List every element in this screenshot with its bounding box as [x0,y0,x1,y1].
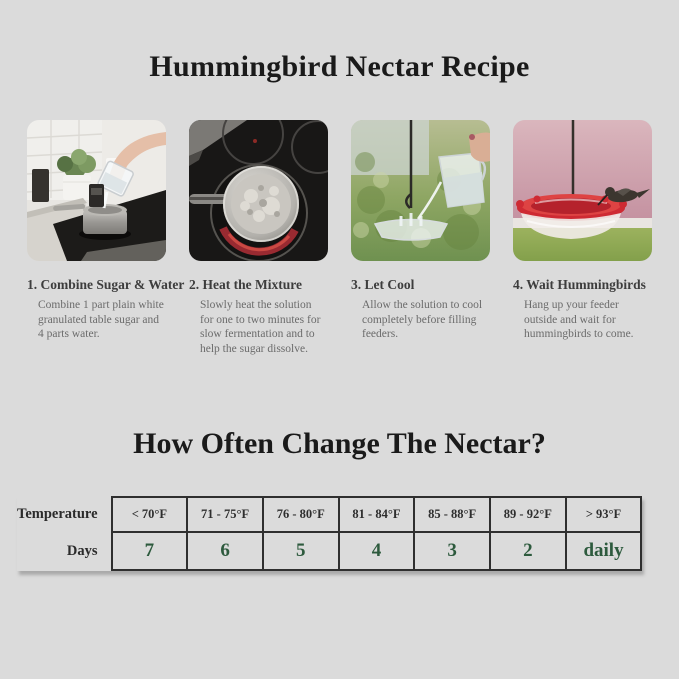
temp-cell-7: > 93°F [566,497,642,532]
step-card-1 [27,120,185,356]
row-label-days: Days [66,542,98,559]
hummingbird-feeder-photo [513,120,652,261]
temp-cell-2: 71 - 75°F [187,497,263,532]
feeder-fill-photo [351,120,490,261]
step-4-photo [513,120,652,261]
step-card-3 [351,120,490,356]
step-3-description: Allow the solution to cool completely before filling feeders. [362,299,483,341]
days-row [17,532,641,570]
step-2-description: Slowly heat the solution for one to two minutes for slow fermentation and to help the sugar dissolve. [200,299,321,355]
step-card-4 [513,120,652,356]
steps-row [27,120,652,356]
page-title: Hummingbird Nectar Recipe [149,50,530,83]
section-title: How Often Change The Nectar? [133,427,546,460]
days-cell-7: daily [566,532,642,570]
step-3-title: 3. Let Cool [351,277,415,292]
nectar-change-table [17,496,642,571]
step-1-title: 1. Combine Sugar & Water [27,277,185,292]
days-cell-6: 2 [490,532,566,570]
days-cell-3: 5 [263,532,339,570]
step-2-photo [189,120,328,261]
step-1-photo [27,120,166,261]
temp-cell-4: 81 - 84°F [339,497,415,532]
days-cell-4: 4 [339,532,415,570]
nectar-change-table-wrap [17,496,642,571]
days-cell-1: 7 [112,532,188,570]
step-4-title: 4. Wait Hummingbirds [513,277,646,292]
boiling-pan-photo [189,120,328,261]
temp-cell-3: 76 - 80°F [263,497,339,532]
step-card-2 [189,120,328,356]
days-cell-2: 6 [187,532,263,570]
days-cell-5: 3 [414,532,490,570]
step-4-description: Hang up your feeder outside and wait for hummingbirds to come. [524,299,634,341]
temp-cell-1: < 70°F [112,497,188,532]
step-1-description: Combine 1 part plain white granulated table sugar and 4 parts water. [38,299,164,341]
step-3-photo [351,120,490,261]
kitchen-pour-photo [27,120,166,261]
row-label-temperature: Temperature [17,506,98,522]
temp-cell-5: 85 - 88°F [414,497,490,532]
step-2-title: 2. Heat the Mixture [189,277,302,292]
temp-cell-6: 89 - 92°F [490,497,566,532]
temperature-row [17,497,641,532]
